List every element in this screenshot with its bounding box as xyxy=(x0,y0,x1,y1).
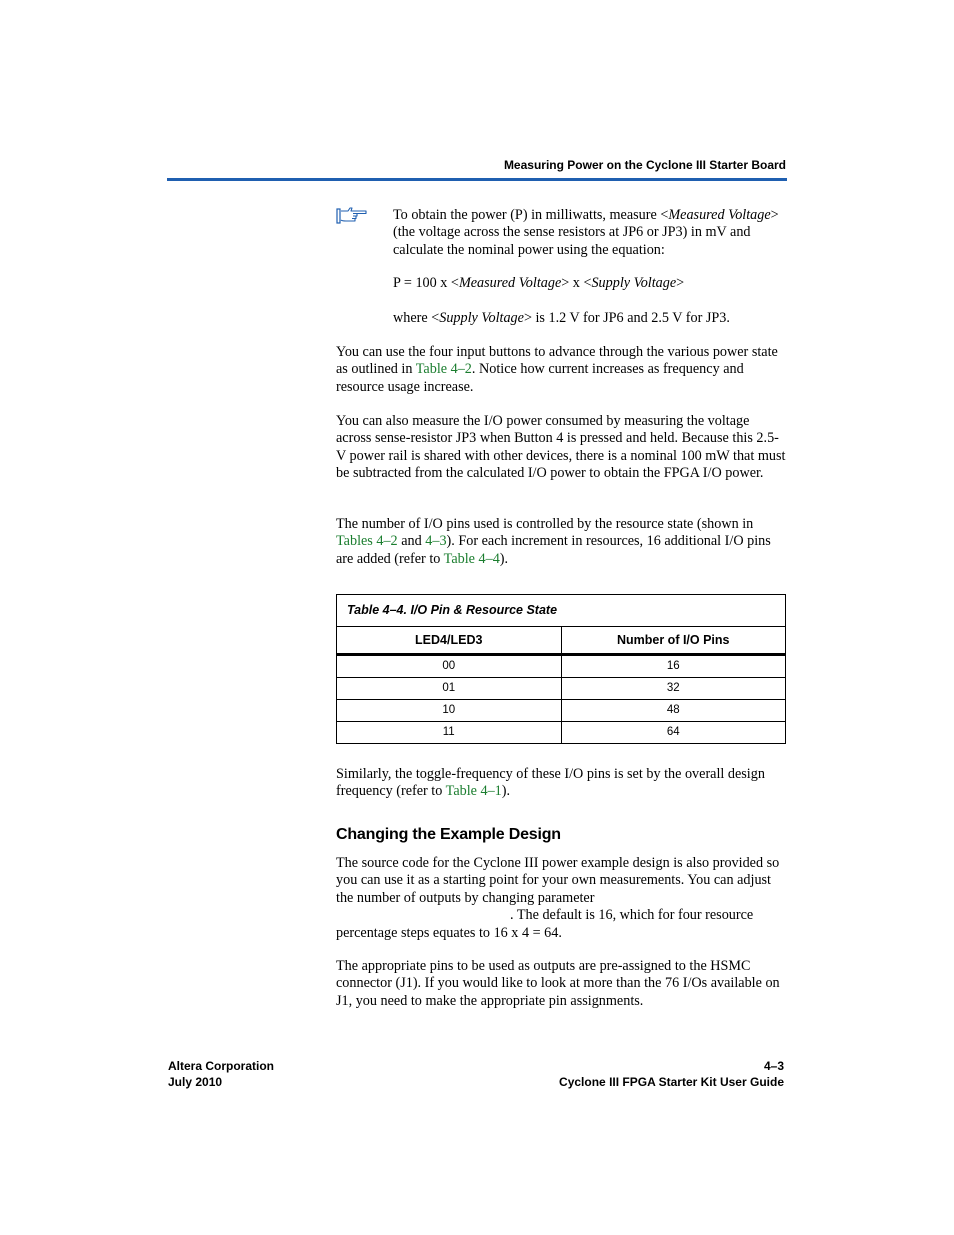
link-tables-4-2[interactable]: Tables 4–2 xyxy=(336,533,398,550)
table-cell: 10 xyxy=(337,700,562,721)
note-where-line: where <Supply Voltage> is 1.2 V for JP6 and 2.5 V for JP3. xyxy=(393,310,730,326)
table-caption: Table 4–4. I/O Pin & Resource State xyxy=(337,595,785,627)
table-cell: 32 xyxy=(666,682,680,694)
paragraph-toggle-frequency: Similarly, the toggle-frequency of these I/O pins is set by the overall design frequency (refer to Table 4–1). xyxy=(336,766,765,800)
footer-guide-title: Cyclone III FPGA Starter Kit User Guide xyxy=(559,1074,784,1089)
section-heading: Changing the Example Design xyxy=(336,826,561,843)
table-cell: 01 xyxy=(337,678,562,699)
table-cell: 16 xyxy=(666,660,680,672)
page-number: 4–3 xyxy=(763,1059,784,1073)
paragraph-io-pins: The number of I/O pins used is controlled by the resource state (shown in Tables 4–2 and 4–3). For each increment in resources, 16 additional I/O pins are added (refer to Table 4–4). xyxy=(336,516,771,567)
link-table-4-2[interactable]: Table 4–2 xyxy=(415,361,472,378)
column-header: Number of I/O Pins xyxy=(616,633,730,647)
footer-right xyxy=(559,1059,784,1090)
table-row xyxy=(337,722,785,743)
column-header: LED4/LED3 xyxy=(337,627,562,653)
table-row xyxy=(337,678,785,700)
link-table-4-4[interactable]: Table 4–4 xyxy=(443,550,500,567)
paragraph-power-states: You can use the four input buttons to advance through the various power state as outlined in Table 4–2. Notice how current increases as frequency and resource usage increase. xyxy=(336,344,778,395)
pointing-hand-icon xyxy=(336,206,368,226)
header-rule xyxy=(167,178,787,181)
table-cell: 00 xyxy=(337,656,562,677)
link-table-4-1[interactable]: Table 4–1 xyxy=(445,783,502,800)
note-paragraph: To obtain the power (P) in milliwatts, measure <Measured Voltage> (the voltage across the sense resistors at JP6 or JP3) in mV and calculate the nominal power using the equation: xyxy=(393,207,779,258)
table-row xyxy=(337,656,785,678)
paragraph-io-power: You can also measure the I/O power consumed by measuring the voltage across sense-resistor JP3 when Button 4 is pressed and held. Because this 2.5-V power rail is shared with other devices, there is a nominal 100 mW that must be subtracted from the calculated I/O power to obtain the FPGA I/O power. xyxy=(336,413,786,482)
table-cell: 11 xyxy=(337,722,562,743)
table-row xyxy=(337,700,785,722)
footer-date: July 2010 xyxy=(168,1074,223,1089)
table-header-row xyxy=(337,627,785,656)
table-cell: 64 xyxy=(666,726,680,738)
paragraph-source-code: The source code for the Cyclone III power example design is also provided so you can use it as a starting point for your own measurements. You can adjust the number of outputs by changing parameter . The default is 16, which for four resource percentage steps equates to 16 x 4 = 64. xyxy=(336,855,780,941)
power-equation: P = 100 x <Measured Voltage> x <Supply Voltage> xyxy=(393,275,685,291)
link-table-4-3[interactable]: 4–3 xyxy=(425,533,447,550)
table-cell: 48 xyxy=(666,704,680,716)
footer-company: Altera Corporation xyxy=(168,1059,275,1073)
io-pin-table xyxy=(336,594,786,744)
footer-left xyxy=(168,1059,274,1090)
paragraph-pin-assignments: The appropriate pins to be used as outputs are pre-assigned to the HSMC connector (J1). If you would like to look at more than the 76 I/Os available on J1, you need to make the appropriate pin assignments. xyxy=(336,958,780,1009)
running-header: Measuring Power on the Cyclone III Starter Board xyxy=(503,158,786,172)
